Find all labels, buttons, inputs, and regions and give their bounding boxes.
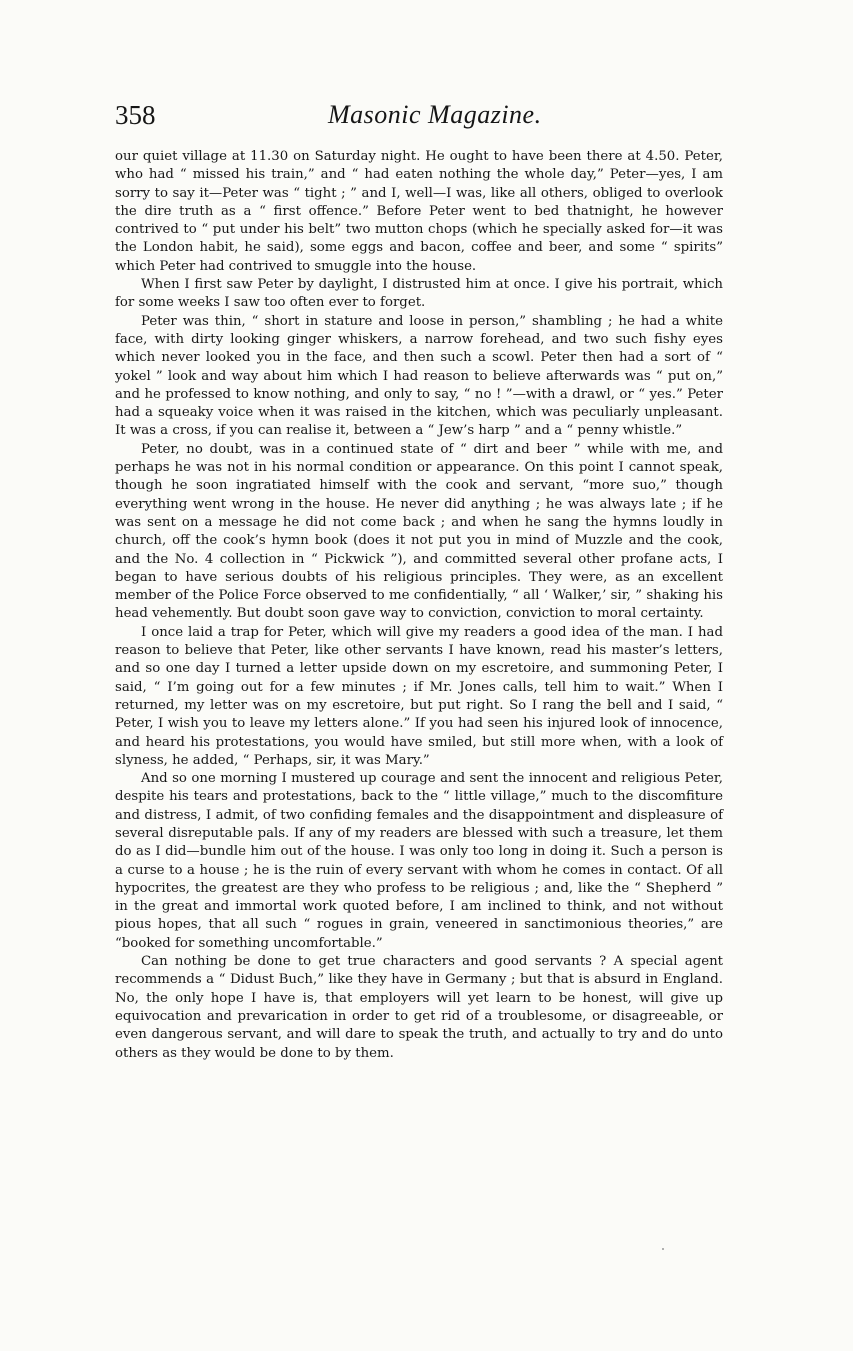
article-body [115, 148, 723, 1063]
paragraph: Peter, no doubt, was in a continued state of “ dirt and beer ” while with me, and perhaps he was not in his normal condition or appearance. On this point I cannot speak, though he soon ingratiated himself with the cook and servant, “more suo,” though everything went wrong in the house. He never did anything ; he was always late ; if he was sent on a message he did not come back ; and when he sang the hymns loudly in church, off the cook’s hymn book (does it not put you in mind of Muzzle and the cook, and the No. 4 collection in “ Pickwick ”), and committed several other profane acts, I began to have serious doubts of his religious principles. They were, as an excellent member of the Police Force observed to me confidentially, “ all ‘ Walker,’ sir, ” shaking his head vehemently. But doubt soon gave way to conviction, conviction to moral certainty. [115, 441, 723, 622]
paragraph: When I first saw Peter by daylight, I distrusted him at once. I give his portrait, which for some weeks I saw too often ever to forget. [115, 277, 723, 311]
paragraph: Peter was thin, “ short in stature and loose in person,” shambling ; he had a white face, with dirty looking ginger whiskers, a narrow forehead, and two such fishy eyes which never looked you in the face, and then such a scowl. Peter then had a sort of “ yokel ” look and way about him which I had reason to believe afterwards was “ put on,” and he professed to know nothing, and only to say, “ no ! ”—with a drawl, or “ yes.” Peter had a squeaky voice when it was raised in the kitchen, which was peculiarly unpleasant. It was a cross, if you can realise it, between a “ Jew’s harp ” and a “ penny whistle.” [115, 313, 723, 439]
page-number: 358 [115, 100, 156, 130]
paragraph: Can nothing be done to get true characters and good servants ? A special agent recommends a “ Didust Buch,” like they have in Germany ; but that is absurd in England. No, the only hope I have is, that employers will yet learn to be honest, will give up equivocation and prevarication in order to get rid of a troublesome, or disagreeable, or even dangerous servant, and will dare to speak the truth, and actually to try and do unto others as they would be done to by them. [115, 954, 723, 1061]
paragraph: And so one morning I mustered up courage and sent the innocent and religious Peter, despite his tears and protestations, back to the “ little village,” much to the discomfiture and distress, I admit, of two confiding females and the disappointment and displeasure of several disreputable pals. If any of my readers are blessed with such a treasure, let them do as I did—bundle him out of the house. I was only too long in doing it. Such a person is a curse to a house ; he is the ruin of every servant with whom he comes in contact. Of all hypocrites, the greatest are they who profess to be religious ; and, like the “ Shepherd ” in the great and immortal work quoted before, I am inclined to think, and not without pious hopes, that all such “ rogues in grain, veneered in sanctimonious theories,” are “booked for something uncomfortable.” [115, 771, 723, 951]
paragraph-continued: our quiet village at 11.30 on Saturday night. He ought to have been there at 4.50. Peter, who had “ missed his train,” and “ had eaten nothing the whole day,” Peter—yes, I am sorry to say it—Peter was “ tight ; ” and I, well—I was, like all others, obliged to overlook the dire truth as a “ first offence.” Before Peter went to bed thatnight, he however contrived to “ put under his belt” two mutton chops (which he specially asked for—it was the London habit, he said), some eggs and bacon, coffee and beer, and some “ spirits” which Peter had contrived to smuggle into the house. [115, 149, 723, 274]
print-speck [662, 1248, 664, 1250]
paragraph: I once laid a trap for Peter, which will give my readers a good idea of the man. I had reason to believe that Peter, like other servants I have known, read his master’s letters, and so one day I turned a letter upside down on my escretoire, and summoning Peter, I said, “ I’m going out for a few minutes ; if Mr. Jones calls, tell him to wait.” When I returned, my letter was on my escretoire, but put right. So I rang the bell and I said, “ Peter, I wish you to leave my letters alone.” If you had seen his injured look of innocence, and heard his protestations, you would have smiled, but still more when, with a look of slyness, he added, “ Perhaps, sir, it was Mary.” [115, 624, 723, 768]
running-title: Masonic Magazine. [328, 100, 542, 129]
